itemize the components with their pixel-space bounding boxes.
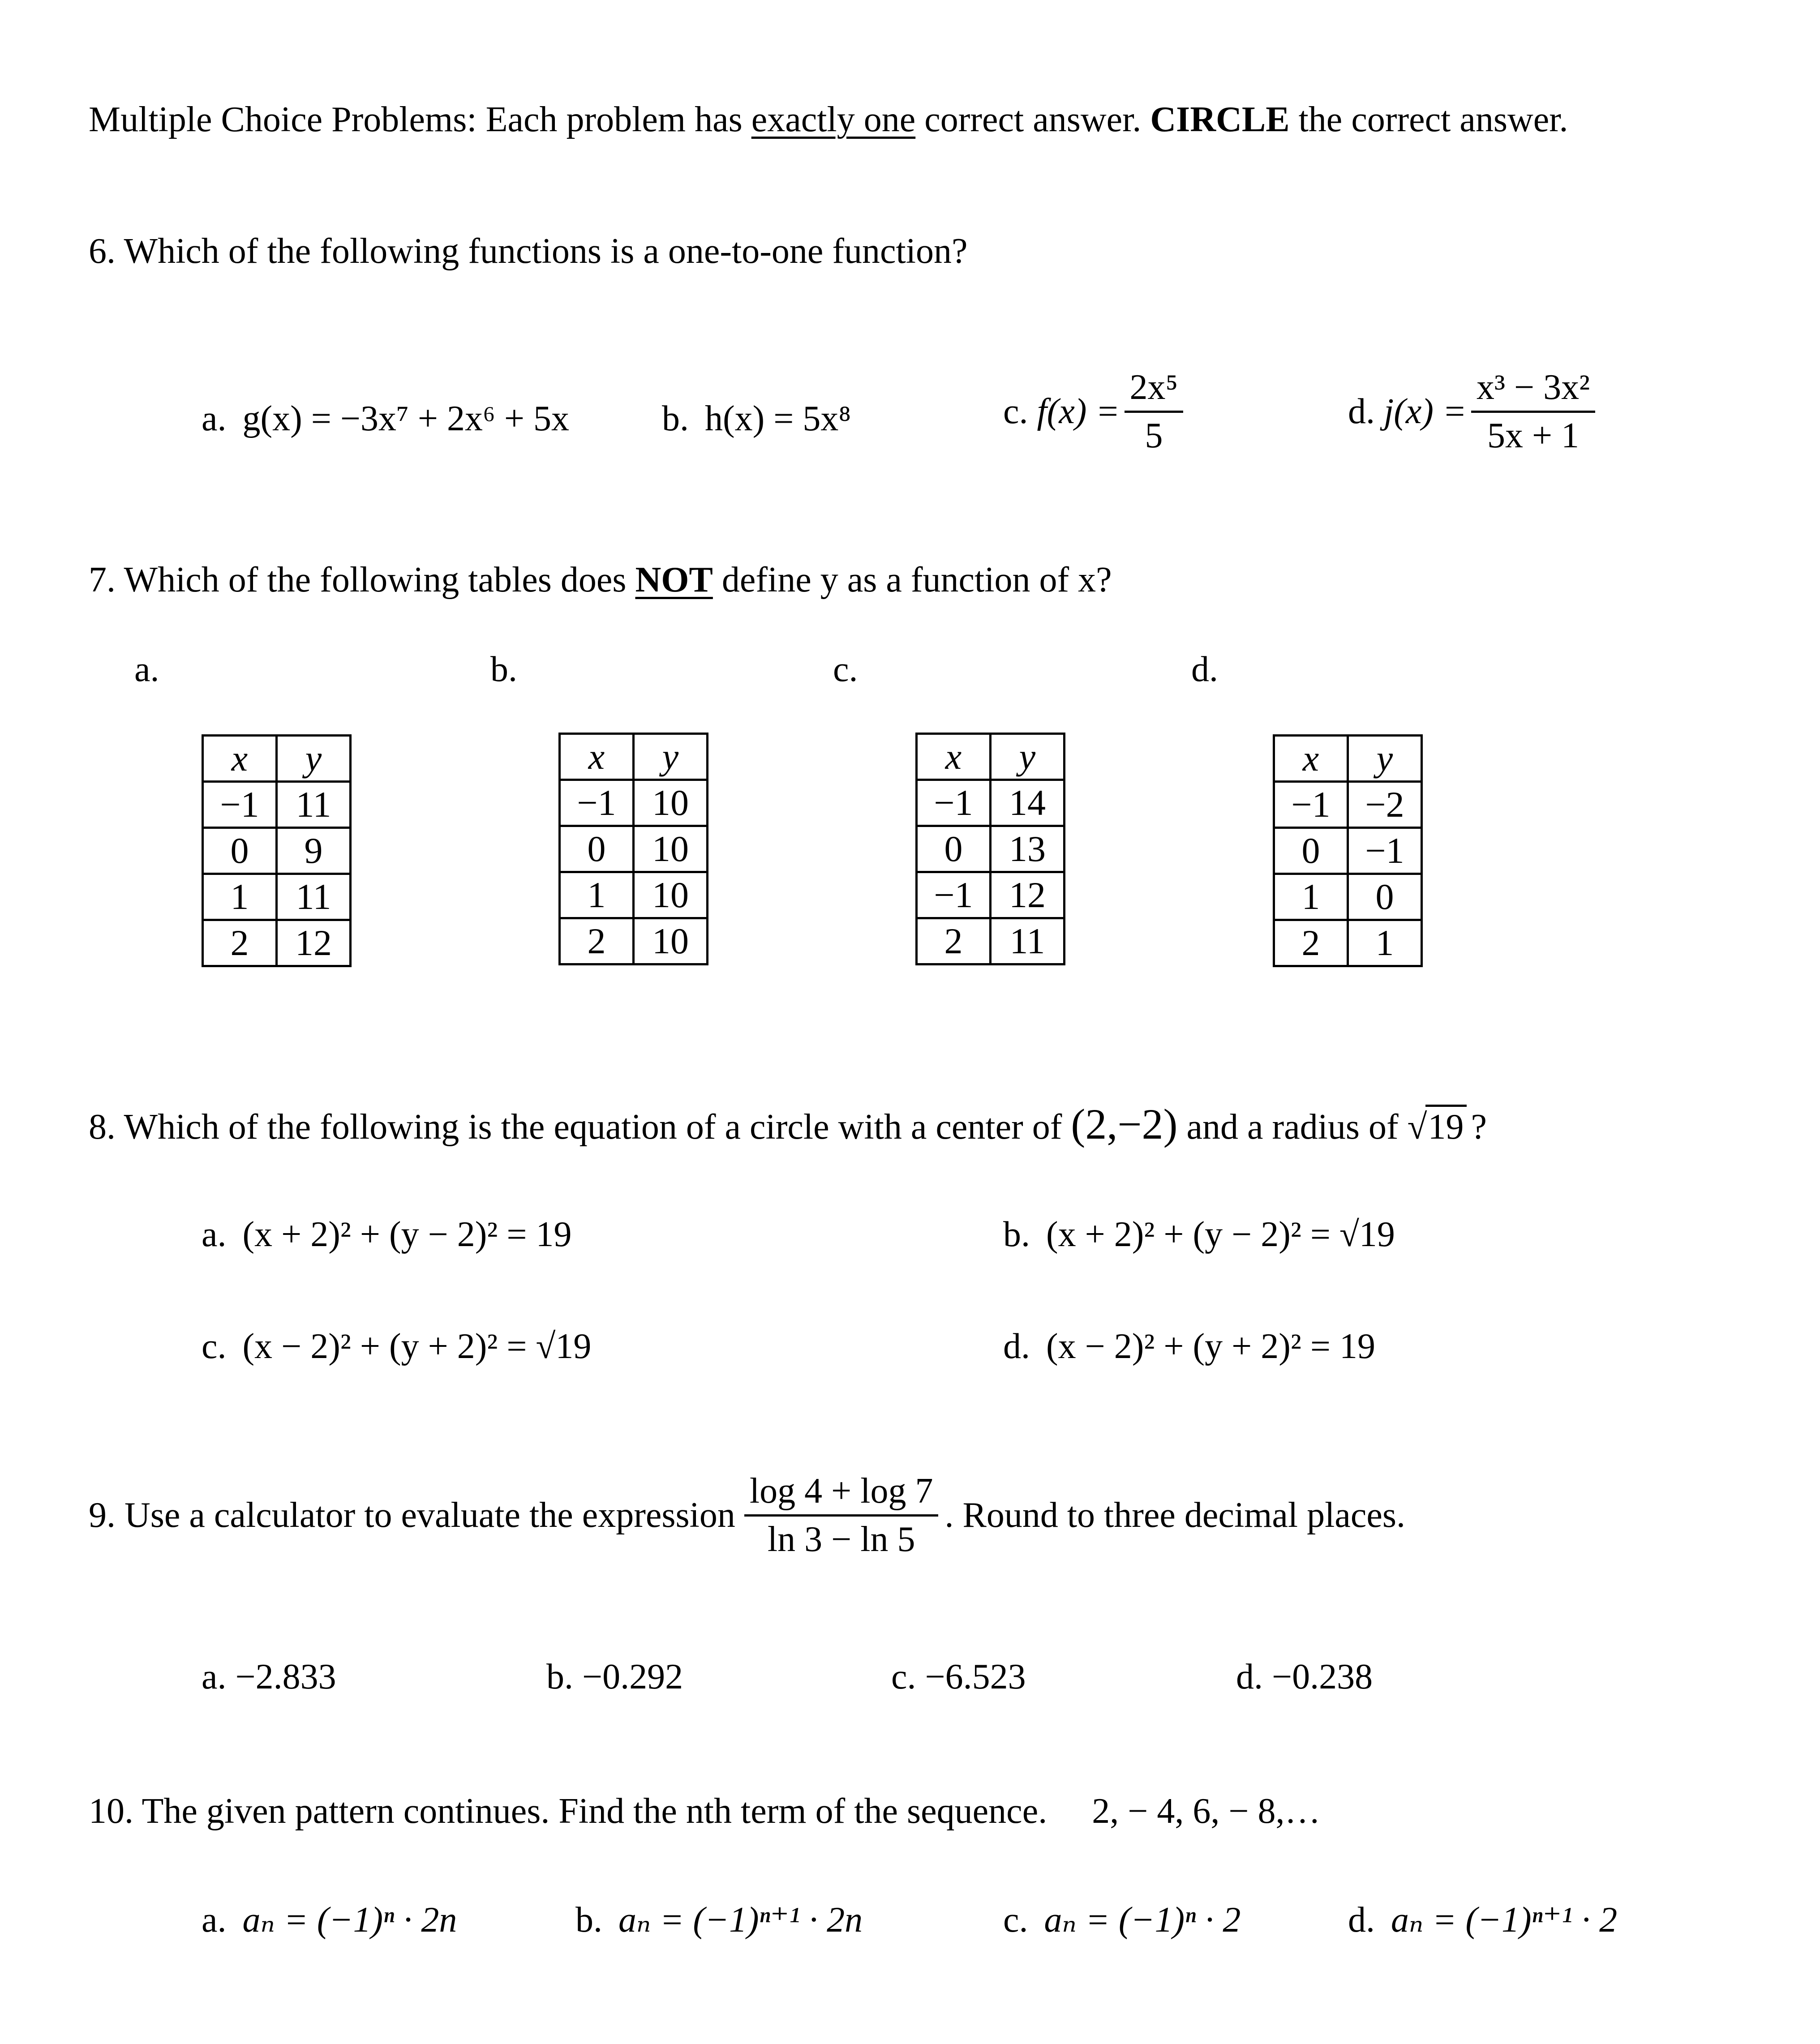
q9-fraction: [744, 1471, 939, 1560]
cell: 0: [560, 826, 634, 872]
header-x: x: [1274, 736, 1348, 782]
cell: 0: [203, 828, 277, 874]
cell: 12: [277, 920, 351, 966]
q8-text-pre: 8. Which of the following is the equation of a circle with a center of: [89, 1107, 1071, 1147]
q10-b-label: b.: [575, 1900, 602, 1940]
header-x: x: [560, 734, 634, 780]
table-row: [1274, 874, 1422, 920]
q6-c-lhs: f(x) =: [1037, 392, 1120, 431]
q8-c-label: c.: [202, 1327, 227, 1366]
q8-choice-b: [1003, 1214, 1395, 1255]
q6-a-label: a.: [202, 399, 227, 438]
instructions: [89, 99, 1568, 140]
q6-b-label: b.: [662, 399, 689, 438]
q6-c-numerator: 2x⁵: [1125, 367, 1184, 413]
q10-b-expr: aₙ = (−1)ⁿ⁺¹ · 2n: [618, 1900, 863, 1940]
cell: 1: [1348, 920, 1422, 966]
cell: 2: [203, 920, 277, 966]
table-row: [560, 780, 708, 826]
q7-table-d: [1273, 734, 1423, 967]
table-row: [1274, 828, 1422, 874]
cell: 10: [634, 918, 708, 964]
q7-table-c: [915, 733, 1065, 965]
table-row: [560, 918, 708, 964]
q6-choice-b: [662, 399, 851, 439]
q10-a-expr: aₙ = (−1)ⁿ · 2n: [242, 1900, 457, 1940]
header-y: y: [1348, 736, 1422, 782]
table-row: [1274, 782, 1422, 828]
cell: 2: [560, 918, 634, 964]
q8-text-post: ?: [1471, 1107, 1487, 1147]
q7-text-pre: 7. Which of the following tables does: [89, 560, 635, 600]
q6-b-expr: h(x) = 5x⁸: [705, 399, 851, 438]
table-row: [917, 826, 1065, 872]
q9-denominator: ln 3 − ln 5: [767, 1520, 915, 1559]
q8-d-expr: (x − 2)² + (y + 2)² = 19: [1046, 1327, 1375, 1366]
cell: 11: [277, 782, 351, 828]
cell: 10: [634, 872, 708, 918]
cell: −2: [1348, 782, 1422, 828]
table-row: [203, 920, 351, 966]
q10-choice-d: [1348, 1898, 1617, 1941]
q7-label-a: a.: [134, 650, 159, 689]
q10-a-label: a.: [202, 1900, 227, 1940]
q8-radius: √19: [1408, 1105, 1467, 1148]
q9-choice-a: a. −2.833: [202, 1657, 336, 1697]
q6-d-denominator: 5x + 1: [1487, 416, 1580, 455]
instructions-bold: CIRCLE: [1150, 100, 1290, 139]
q6-c-fraction: [1125, 367, 1184, 456]
table-row: [203, 782, 351, 828]
cell: 12: [991, 872, 1065, 918]
table-row: [917, 734, 1065, 780]
cell: 0: [1274, 828, 1348, 874]
q10-choice-a: [202, 1898, 457, 1941]
q6-d-numerator: x³ − 3x²: [1471, 367, 1595, 413]
table-row: [917, 918, 1065, 964]
q8-a-label: a.: [202, 1215, 227, 1254]
q8-b-label: b.: [1003, 1215, 1030, 1254]
q7-table-b: [558, 733, 708, 965]
cell: −1: [1348, 828, 1422, 874]
table-row: [203, 828, 351, 874]
q10-c-expr: aₙ = (−1)ⁿ · 2: [1044, 1900, 1241, 1940]
q9-numerator: log 4 + log 7: [744, 1471, 939, 1517]
q7-table-a: [202, 734, 352, 967]
cell: −1: [917, 780, 991, 826]
header-y: y: [991, 734, 1065, 780]
q8-b-expr: (x + 2)² + (y − 2)² = √19: [1046, 1215, 1395, 1254]
instructions-text-1: Multiple Choice Problems: Each problem has: [89, 100, 751, 139]
cell: −1: [917, 872, 991, 918]
instructions-text-2: correct answer.: [915, 100, 1150, 139]
q6-choice-c: [1003, 367, 1188, 456]
cell: 9: [277, 828, 351, 874]
cell: 2: [917, 918, 991, 964]
cell: 10: [634, 780, 708, 826]
table-row: [203, 874, 351, 920]
cell: 13: [991, 826, 1065, 872]
q6-choice-a: [202, 399, 569, 439]
q6-c-denominator: 5: [1145, 416, 1163, 455]
q9-choice-d: d. −0.238: [1236, 1657, 1373, 1697]
q10-text: 10. The given pattern continues. Find the nth term of the sequence.: [89, 1791, 1047, 1831]
cell: −1: [560, 780, 634, 826]
q10-choice-c: [1003, 1898, 1241, 1941]
cell: −1: [1274, 782, 1348, 828]
q6-a-expr: g(x) = −3x⁷ + 2x⁶ + 5x: [242, 399, 570, 438]
q7-label-b: b.: [490, 650, 517, 689]
cell: 0: [917, 826, 991, 872]
q9-text-pre: 9. Use a calculator to evaluate the expression: [89, 1496, 735, 1535]
q7-text-bold: NOT: [635, 560, 713, 600]
q7-text-post: define y as a function of x?: [713, 560, 1112, 600]
question-8: [89, 1099, 1487, 1149]
table-row: [1274, 920, 1422, 966]
q6-d-fraction: [1471, 367, 1595, 456]
table-row: [203, 736, 351, 782]
q8-choice-a: [202, 1214, 572, 1255]
q8-choice-d: [1003, 1326, 1375, 1367]
question-7: [89, 560, 1112, 600]
q7-label-c: c.: [833, 650, 858, 689]
table-row: [560, 826, 708, 872]
cell: 1: [560, 872, 634, 918]
q8-radius-value: 19: [1425, 1105, 1467, 1148]
q10-sequence: 2, − 4, 6, − 8,…: [1092, 1791, 1321, 1831]
header-x: x: [203, 736, 277, 782]
header-x: x: [917, 734, 991, 780]
question-10: [89, 1791, 1320, 1832]
cell: 0: [1348, 874, 1422, 920]
instructions-underlined: exactly one: [751, 100, 916, 139]
instructions-text-3: the correct answer.: [1289, 100, 1568, 139]
q8-choice-c: [202, 1326, 591, 1367]
q8-d-label: d.: [1003, 1327, 1030, 1366]
cell: 11: [991, 918, 1065, 964]
q9-text-post: . Round to three decimal places.: [944, 1496, 1406, 1535]
cell: 11: [277, 874, 351, 920]
table-row: [560, 872, 708, 918]
q6-choice-d: [1348, 367, 1600, 456]
q6-d-label: d.: [1348, 392, 1375, 431]
table-row: [1274, 736, 1422, 782]
question-9: [89, 1471, 1405, 1560]
q10-choice-b: [575, 1898, 863, 1941]
q7-label-d: d.: [1191, 650, 1218, 689]
cell: 2: [1274, 920, 1348, 966]
cell: −1: [203, 782, 277, 828]
q8-text-mid: and a radius of: [1177, 1107, 1408, 1147]
cell: 10: [634, 826, 708, 872]
cell: 14: [991, 780, 1065, 826]
table-row: [560, 734, 708, 780]
question-6: 6. Which of the following functions is a one-to-one function?: [89, 231, 968, 271]
q9-choice-b: b. −0.292: [546, 1657, 683, 1697]
cell: 1: [1274, 874, 1348, 920]
header-y: y: [277, 736, 351, 782]
q8-c-expr: (x − 2)² + (y + 2)² = √19: [242, 1327, 592, 1366]
table-row: [917, 780, 1065, 826]
table-row: [917, 872, 1065, 918]
cell: 1: [203, 874, 277, 920]
q10-d-expr: aₙ = (−1)ⁿ⁺¹ · 2: [1391, 1900, 1618, 1940]
q6-c-label: c.: [1003, 392, 1028, 431]
q8-a-expr: (x + 2)² + (y − 2)² = 19: [242, 1215, 572, 1254]
q9-choice-c: c. −6.523: [891, 1657, 1026, 1697]
q8-center: (2,−2): [1071, 1100, 1178, 1148]
q10-d-label: d.: [1348, 1900, 1375, 1940]
q10-c-label: c.: [1003, 1900, 1028, 1940]
header-y: y: [634, 734, 708, 780]
q6-d-lhs: j(x) =: [1384, 392, 1467, 431]
